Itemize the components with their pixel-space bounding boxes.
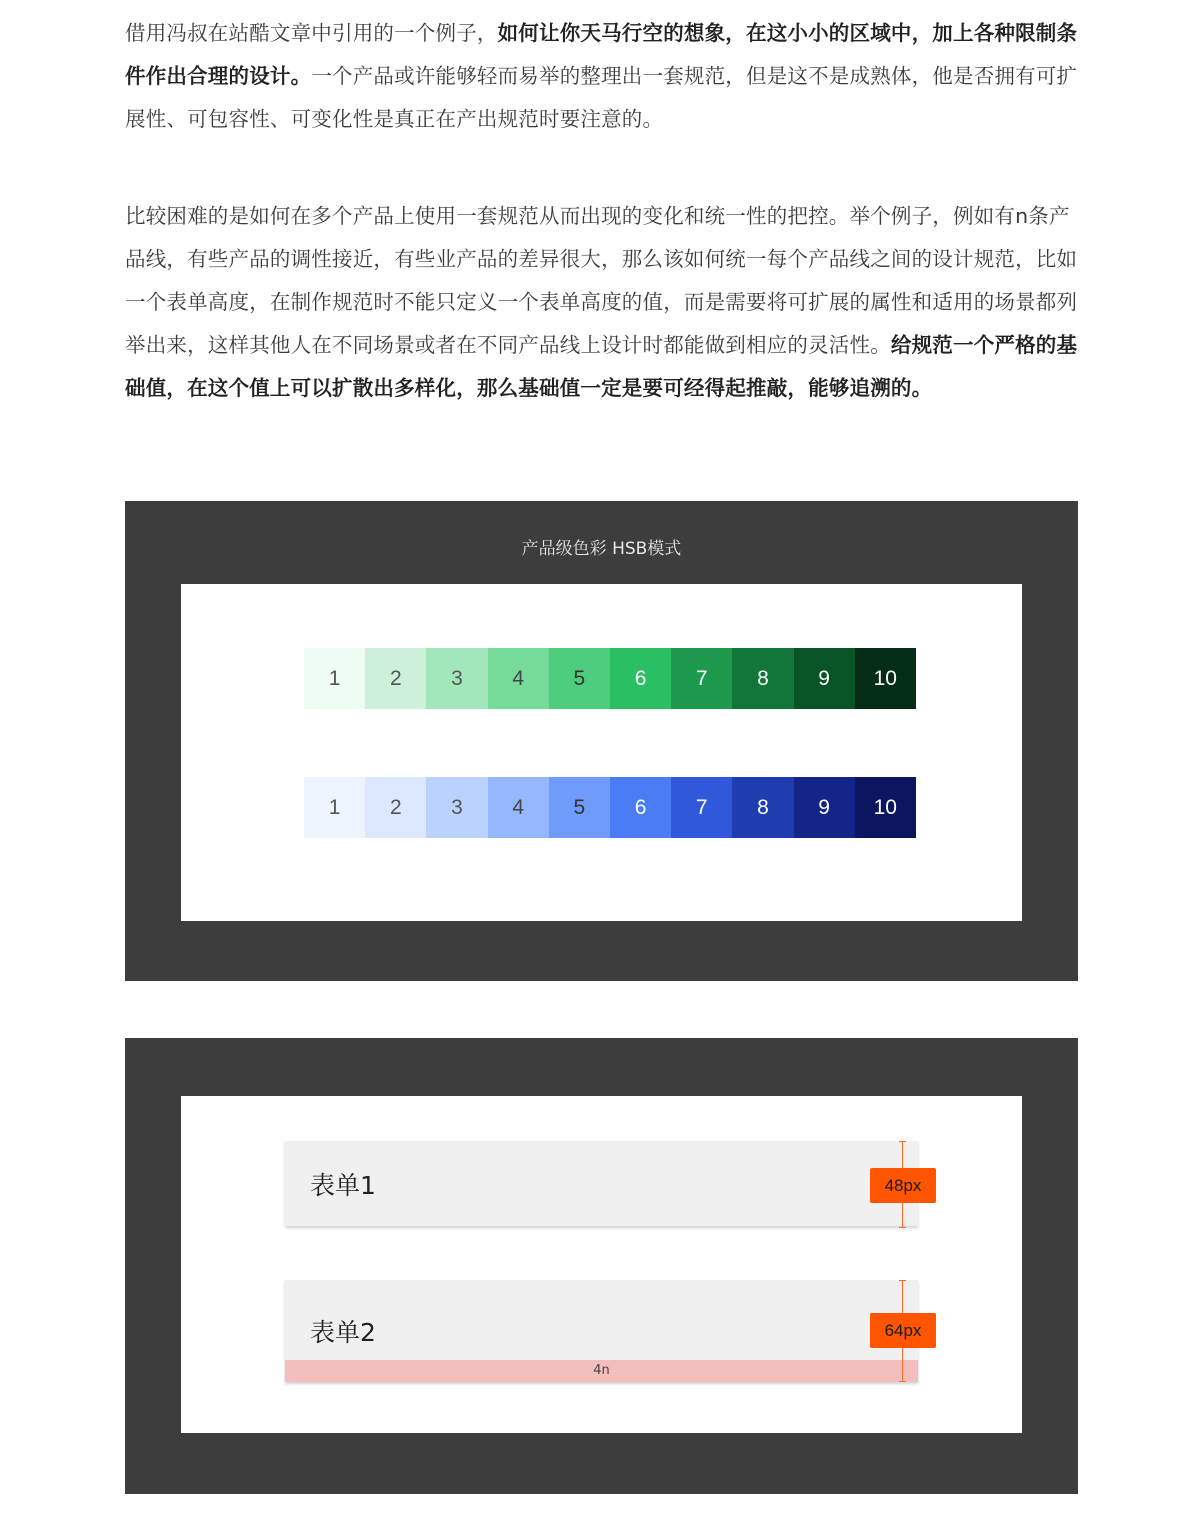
green-swatch-8: 8 — [732, 648, 793, 709]
form-example-1 — [285, 1141, 922, 1226]
height-badge-64: 64px — [870, 1313, 936, 1348]
color-scale-card — [181, 584, 1022, 921]
green-swatch-row — [304, 648, 916, 709]
padding-strip: 4n — [285, 1360, 918, 1382]
color-scale-panel — [125, 501, 1078, 981]
blue-swatch-10: 10 — [855, 777, 916, 838]
form-height-card — [181, 1096, 1022, 1433]
green-swatch-9: 9 — [794, 648, 855, 709]
blue-swatch-7: 7 — [671, 777, 732, 838]
green-swatch-3: 3 — [426, 648, 487, 709]
green-swatch-2: 2 — [365, 648, 426, 709]
blue-swatch-row — [304, 777, 916, 838]
blue-swatch-8: 8 — [732, 777, 793, 838]
height-badge-48: 48px — [870, 1168, 936, 1203]
article-body — [125, 12, 1080, 464]
color-panel-title: 产品级色彩 HSB模式 — [521, 539, 682, 559]
text-segment: 比较困难的是如何在多个产品上使用一套规范从而出现的变化和统一性的把控。举个例子，例如有n条产品线，有些产品的调性接近，有些业产品的差异很大，那么该如何统一每个产品线之间的设计规范，比如一个表单高度，在制作规范时不能只定义一个表单高度的值，而是需要将可扩展的属性和适用的场景都列举出来，这样其他人在不同场景或者在不同产品线上设计时都能做到相应的灵活性。 — [125, 204, 1078, 357]
green-swatch-5: 5 — [549, 648, 610, 709]
green-swatch-1: 1 — [304, 648, 365, 709]
green-swatch-7: 7 — [671, 648, 732, 709]
blue-swatch-1: 1 — [304, 777, 365, 838]
blue-swatch-9: 9 — [794, 777, 855, 838]
form-1-label: 表单1 — [310, 1171, 376, 1200]
form-2-label: 表单2 — [310, 1318, 376, 1347]
text-segment: 一个产品或许能够轻而易举的整理出一套规范，但是这不是成熟体，他是否拥有可扩展性、可包容性、可变化性是真正在产出规范时要注意的。 — [125, 64, 1078, 131]
blue-swatch-5: 5 — [549, 777, 610, 838]
blue-swatch-4: 4 — [488, 777, 549, 838]
paragraph-1 — [125, 12, 1080, 141]
form-example-2 — [285, 1280, 922, 1382]
bold-text-segment: 给规范一个严格的基础值，在这个值上可以扩散出多样化，那么基础值一定是要可经得起推敲，能够追溯的。 — [125, 333, 1078, 400]
green-swatch-4: 4 — [488, 648, 549, 709]
green-swatch-10: 10 — [855, 648, 916, 709]
form-height-panel — [125, 1038, 1078, 1494]
paragraph-2 — [125, 195, 1080, 410]
text-segment: 借用冯叔在站酷文章中引用的一个例子， — [125, 21, 498, 45]
bold-text-segment: 如何让你天马行空的想象，在这小小的区域中，加上各种限制条件作出合理的设计。 — [125, 21, 1078, 88]
blue-swatch-3: 3 — [426, 777, 487, 838]
green-swatch-6: 6 — [610, 648, 671, 709]
blue-swatch-2: 2 — [365, 777, 426, 838]
blue-swatch-6: 6 — [610, 777, 671, 838]
